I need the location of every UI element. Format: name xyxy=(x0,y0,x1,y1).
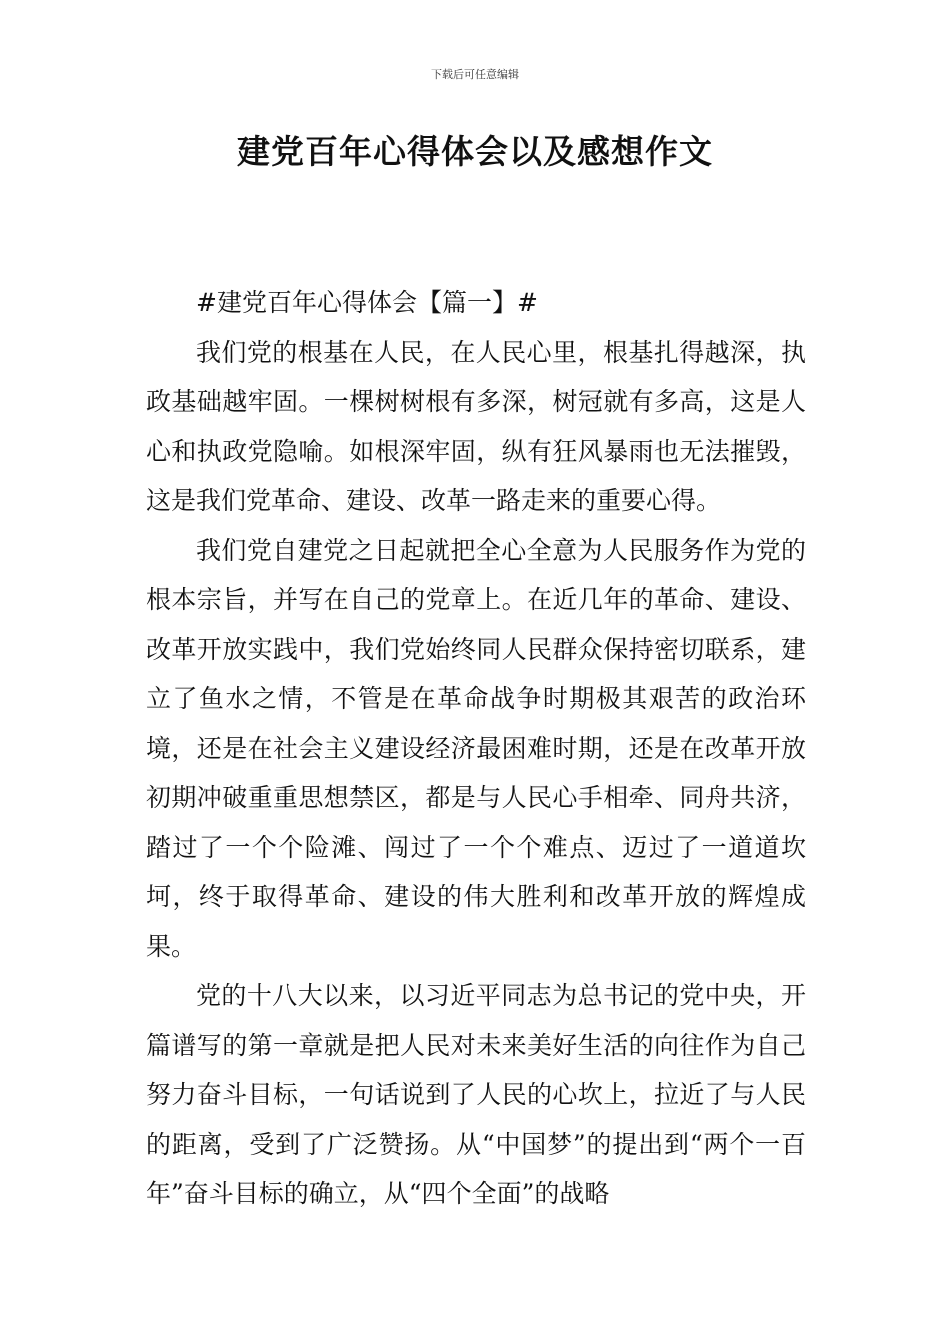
document-title: 建党百年心得体会以及感想作文 xyxy=(237,132,713,171)
header-note: 下载后可任意编辑 xyxy=(431,68,519,81)
paragraph-3: 党的十八大以来，以习近平同志为总书记的党中央，开篇谱写的第一章就是把人民对未来美好生活的向往作为自己努力奋斗目标，一句话说到了人民的心坎上，拉近了与人民的距离，受到了广泛赞扬。从“中国梦”的提出到“两个一百年”奋斗目标的确立，从“四个全面”的战略 xyxy=(146,981,806,1208)
document-body xyxy=(146,278,806,1219)
paragraph-2: 我们党自建党之日起就把全心全意为人民服务作为党的根本宗旨，并写在自己的党章上。在近几年的革命、建设、改革开放实践中，我们党始终同人民群众保持密切联系，建立了鱼水之情，不管是在革命战争时期极其艰苦的政治环境，还是在社会主义建设经济最困难时期，还是在改革开放初期冲破重重思想禁区，都是与人民心手相牵、同舟共济，踏过了一个个险滩、闯过了一个个难点、迈过了一道道坎坷，终于取得革命、建设的伟大胜利和改革开放的辉煌成果。 xyxy=(146,535,806,961)
section-heading: #建党百年心得体会【篇一】# xyxy=(196,288,538,317)
paragraph-1: 我们党的根基在人民，在人民心里，根基扎得越深，执政基础越牢固。一棵树树根有多深，树冠就有多高，这是人心和执政党隐喻。如根深牢固，纵有狂风暴雨也无法摧毁，这是我们党革命、建设、改革一路走来的重要心得。 xyxy=(146,337,806,515)
